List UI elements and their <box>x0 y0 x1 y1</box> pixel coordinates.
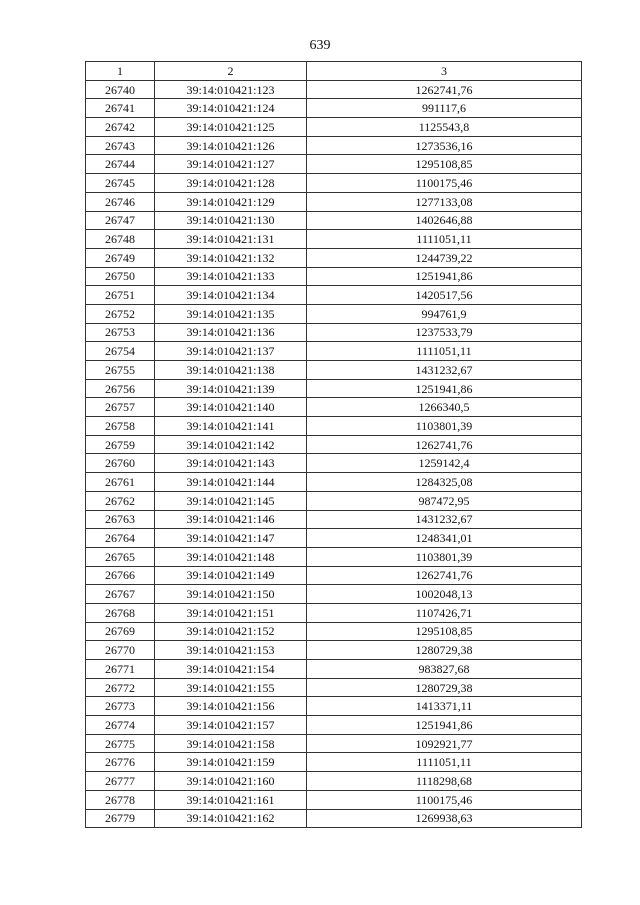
table-row <box>86 379 582 398</box>
cadastral-number-cell: 39:14:010421:160 <box>155 772 307 791</box>
row-number-cell: 26757 <box>86 398 155 417</box>
table-row <box>86 622 582 641</box>
page-number: 639 <box>309 38 331 53</box>
row-number-cell: 26772 <box>86 678 155 697</box>
table-header <box>86 62 582 81</box>
value-cell: 1295108,85 <box>307 622 582 641</box>
row-number-cell: 26766 <box>86 566 155 585</box>
value-cell: 1251941,86 <box>307 267 582 286</box>
row-number-cell: 26747 <box>86 211 155 230</box>
value-cell: 1100175,46 <box>307 790 582 809</box>
value-cell: 1244739,22 <box>307 248 582 267</box>
row-number-cell: 26777 <box>86 772 155 791</box>
column-header-1: 1 <box>86 62 155 81</box>
table-row <box>86 809 582 828</box>
cadastral-number-cell: 39:14:010421:127 <box>155 155 307 174</box>
cadastral-number-cell: 39:14:010421:130 <box>155 211 307 230</box>
cadastral-number-cell: 39:14:010421:128 <box>155 174 307 193</box>
row-number-cell: 26751 <box>86 286 155 305</box>
value-cell: 994761,9 <box>307 304 582 323</box>
value-cell: 991117,6 <box>307 99 582 118</box>
table-body <box>86 80 582 828</box>
cadastral-number-cell: 39:14:010421:135 <box>155 304 307 323</box>
table-row <box>86 80 582 99</box>
cadastral-number-cell: 39:14:010421:148 <box>155 547 307 566</box>
table-row <box>86 510 582 529</box>
row-number-cell: 26779 <box>86 809 155 828</box>
row-number-cell: 26742 <box>86 118 155 137</box>
table-row <box>86 118 582 137</box>
value-cell: 1431232,67 <box>307 510 582 529</box>
row-number-cell: 26773 <box>86 697 155 716</box>
value-cell: 987472,95 <box>307 491 582 510</box>
value-cell: 1420517,56 <box>307 286 582 305</box>
table-row <box>86 286 582 305</box>
table-row <box>86 697 582 716</box>
table-row <box>86 417 582 436</box>
cadastral-number-cell: 39:14:010421:159 <box>155 753 307 772</box>
column-header-2: 2 <box>155 62 307 81</box>
value-cell: 1107426,71 <box>307 603 582 622</box>
value-cell: 1100175,46 <box>307 174 582 193</box>
table-row <box>86 566 582 585</box>
row-number-cell: 26767 <box>86 585 155 604</box>
row-number-cell: 26755 <box>86 361 155 380</box>
row-number-cell: 26748 <box>86 230 155 249</box>
cadastral-number-cell: 39:14:010421:124 <box>155 99 307 118</box>
table-row <box>86 678 582 697</box>
value-cell: 1269938,63 <box>307 809 582 828</box>
table-row <box>86 491 582 510</box>
row-number-cell: 26778 <box>86 790 155 809</box>
table-row <box>86 435 582 454</box>
row-number-cell: 26774 <box>86 716 155 735</box>
table-row <box>86 734 582 753</box>
row-number-cell: 26740 <box>86 80 155 99</box>
table-row <box>86 342 582 361</box>
cadastral-number-cell: 39:14:010421:145 <box>155 491 307 510</box>
row-number-cell: 26776 <box>86 753 155 772</box>
row-number-cell: 26765 <box>86 547 155 566</box>
row-number-cell: 26763 <box>86 510 155 529</box>
table-row <box>86 473 582 492</box>
row-number-cell: 26744 <box>86 155 155 174</box>
table-row <box>86 641 582 660</box>
value-cell: 1251941,86 <box>307 716 582 735</box>
row-number-cell: 26743 <box>86 136 155 155</box>
value-cell: 1103801,39 <box>307 417 582 436</box>
cadastral-number-cell: 39:14:010421:142 <box>155 435 307 454</box>
table-row <box>86 136 582 155</box>
table-row <box>86 753 582 772</box>
row-number-cell: 26746 <box>86 192 155 211</box>
row-number-cell: 26770 <box>86 641 155 660</box>
value-cell: 1118298,68 <box>307 772 582 791</box>
row-number-cell: 26771 <box>86 660 155 679</box>
table-row <box>86 716 582 735</box>
value-cell: 1111051,11 <box>307 753 582 772</box>
cadastral-number-cell: 39:14:010421:151 <box>155 603 307 622</box>
cadastral-number-cell: 39:14:010421:157 <box>155 716 307 735</box>
cadastral-number-cell: 39:14:010421:123 <box>155 80 307 99</box>
table-row <box>86 603 582 622</box>
value-cell: 1273536,16 <box>307 136 582 155</box>
cadastral-number-cell: 39:14:010421:150 <box>155 585 307 604</box>
table-row <box>86 790 582 809</box>
value-cell: 1284325,08 <box>307 473 582 492</box>
value-cell: 1103801,39 <box>307 547 582 566</box>
table-row <box>86 248 582 267</box>
row-number-cell: 26758 <box>86 417 155 436</box>
table-row <box>86 211 582 230</box>
row-number-cell: 26745 <box>86 174 155 193</box>
value-cell: 1402646,88 <box>307 211 582 230</box>
row-number-cell: 26769 <box>86 622 155 641</box>
value-cell: 1248341,01 <box>307 529 582 548</box>
cadastral-number-cell: 39:14:010421:144 <box>155 473 307 492</box>
cadastral-number-cell: 39:14:010421:139 <box>155 379 307 398</box>
value-cell: 1002048,13 <box>307 585 582 604</box>
table-row <box>86 192 582 211</box>
table-row <box>86 267 582 286</box>
value-cell: 1092921,77 <box>307 734 582 753</box>
cadastral-number-cell: 39:14:010421:132 <box>155 248 307 267</box>
table-row <box>86 304 582 323</box>
row-number-cell: 26756 <box>86 379 155 398</box>
value-cell: 1277133,08 <box>307 192 582 211</box>
cadastral-number-cell: 39:14:010421:156 <box>155 697 307 716</box>
cadastral-number-cell: 39:14:010421:129 <box>155 192 307 211</box>
cadastral-number-cell: 39:14:010421:155 <box>155 678 307 697</box>
table-row <box>86 230 582 249</box>
cadastre-table <box>85 61 582 828</box>
header-row <box>86 62 582 81</box>
row-number-cell: 26753 <box>86 323 155 342</box>
value-cell: 1259142,4 <box>307 454 582 473</box>
table-row <box>86 99 582 118</box>
value-cell: 1280729,38 <box>307 678 582 697</box>
row-number-cell: 26768 <box>86 603 155 622</box>
value-cell: 1266340,5 <box>307 398 582 417</box>
value-cell: 983827,68 <box>307 660 582 679</box>
table-row <box>86 772 582 791</box>
row-number-cell: 26750 <box>86 267 155 286</box>
table-row <box>86 398 582 417</box>
cadastral-number-cell: 39:14:010421:134 <box>155 286 307 305</box>
table-row <box>86 361 582 380</box>
cadastral-number-cell: 39:14:010421:141 <box>155 417 307 436</box>
value-cell: 1237533,79 <box>307 323 582 342</box>
value-cell: 1262741,76 <box>307 80 582 99</box>
cadastral-number-cell: 39:14:010421:126 <box>155 136 307 155</box>
value-cell: 1262741,76 <box>307 435 582 454</box>
row-number-cell: 26741 <box>86 99 155 118</box>
row-number-cell: 26749 <box>86 248 155 267</box>
cadastral-number-cell: 39:14:010421:152 <box>155 622 307 641</box>
table-row <box>86 547 582 566</box>
value-cell: 1125543,8 <box>307 118 582 137</box>
cadastral-number-cell: 39:14:010421:149 <box>155 566 307 585</box>
table-row <box>86 529 582 548</box>
table-row <box>86 323 582 342</box>
value-cell: 1111051,11 <box>307 230 582 249</box>
cadastral-number-cell: 39:14:010421:140 <box>155 398 307 417</box>
cadastral-number-cell: 39:14:010421:133 <box>155 267 307 286</box>
cadastral-number-cell: 39:14:010421:131 <box>155 230 307 249</box>
row-number-cell: 26760 <box>86 454 155 473</box>
cadastral-number-cell: 39:14:010421:153 <box>155 641 307 660</box>
row-number-cell: 26775 <box>86 734 155 753</box>
value-cell: 1262741,76 <box>307 566 582 585</box>
value-cell: 1431232,67 <box>307 361 582 380</box>
column-header-3: 3 <box>307 62 582 81</box>
cadastral-number-cell: 39:14:010421:154 <box>155 660 307 679</box>
value-cell: 1280729,38 <box>307 641 582 660</box>
table-row <box>86 174 582 193</box>
table-row <box>86 660 582 679</box>
value-cell: 1251941,86 <box>307 379 582 398</box>
cadastral-number-cell: 39:14:010421:138 <box>155 361 307 380</box>
cadastral-number-cell: 39:14:010421:136 <box>155 323 307 342</box>
cadastral-number-cell: 39:14:010421:125 <box>155 118 307 137</box>
row-number-cell: 26759 <box>86 435 155 454</box>
row-number-cell: 26754 <box>86 342 155 361</box>
cadastral-number-cell: 39:14:010421:158 <box>155 734 307 753</box>
cadastral-number-cell: 39:14:010421:137 <box>155 342 307 361</box>
table-row <box>86 155 582 174</box>
cadastral-number-cell: 39:14:010421:147 <box>155 529 307 548</box>
row-number-cell: 26761 <box>86 473 155 492</box>
row-number-cell: 26752 <box>86 304 155 323</box>
cadastral-number-cell: 39:14:010421:161 <box>155 790 307 809</box>
value-cell: 1111051,11 <box>307 342 582 361</box>
row-number-cell: 26764 <box>86 529 155 548</box>
cadastral-number-cell: 39:14:010421:143 <box>155 454 307 473</box>
value-cell: 1295108,85 <box>307 155 582 174</box>
value-cell: 1413371,11 <box>307 697 582 716</box>
cadastral-number-cell: 39:14:010421:146 <box>155 510 307 529</box>
cadastral-number-cell: 39:14:010421:162 <box>155 809 307 828</box>
table-row <box>86 454 582 473</box>
row-number-cell: 26762 <box>86 491 155 510</box>
table-row <box>86 585 582 604</box>
